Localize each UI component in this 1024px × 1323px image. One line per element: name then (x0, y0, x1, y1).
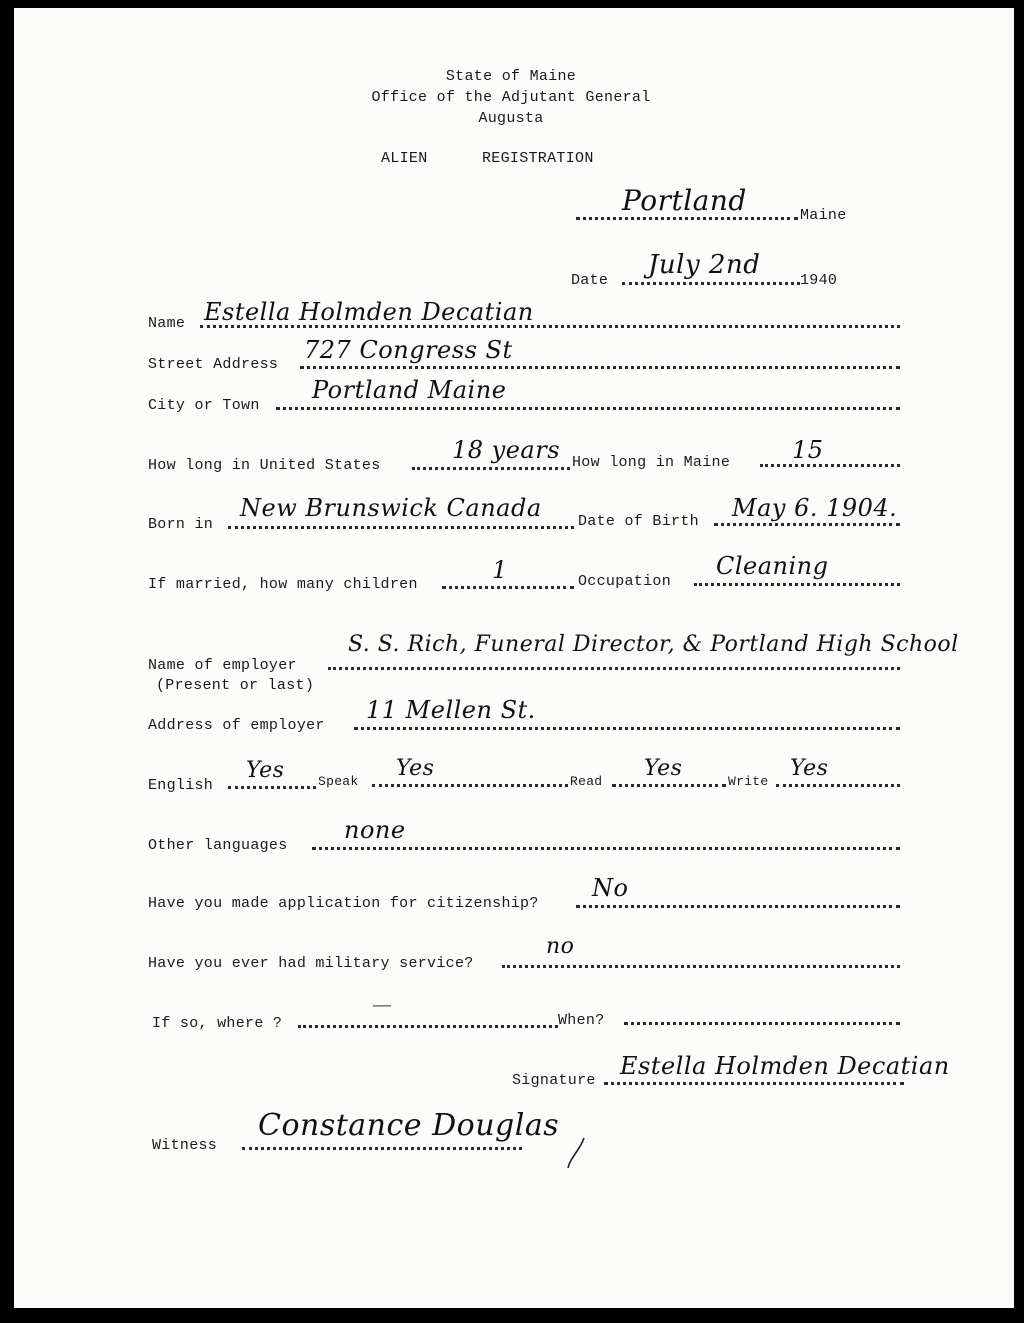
witness-dots (242, 1147, 522, 1150)
header-state: State of Maine (445, 68, 577, 85)
street-dots (300, 366, 900, 369)
read-label: Read (570, 774, 603, 789)
date-handwritten: July 2nd (648, 250, 761, 280)
languages-dots (312, 847, 900, 850)
name-label: Name (148, 315, 186, 332)
speak-label: Speak (318, 774, 359, 789)
header-office: Office of the Adjutant General (371, 89, 651, 106)
where-label: If so, where ? (152, 1015, 283, 1032)
witness-flourish (562, 1136, 602, 1172)
street-value: 727 Congress St (304, 336, 513, 364)
employer-dots (328, 667, 900, 670)
born-value: New Brunswick Canada (240, 494, 542, 522)
english-label: English (148, 777, 214, 794)
header-city: Augusta (478, 110, 544, 127)
city-label: City or Town (148, 397, 260, 414)
signature-dots (604, 1082, 904, 1085)
when-label: When? (558, 1012, 605, 1029)
english-value: Yes (246, 758, 285, 783)
street-label: Street Address (148, 356, 279, 373)
us-dots (412, 467, 570, 470)
dob-dots (714, 523, 900, 526)
date-label: Date (571, 272, 609, 289)
maine-label: How long in Maine (572, 454, 731, 471)
title-alien: ALIEN (381, 150, 428, 167)
when-dots (624, 1022, 900, 1025)
title-registration: REGISTRATION (482, 150, 594, 167)
employer-value: S. S. Rich, Funeral Director, & Portland High School (348, 632, 959, 657)
languages-value: none (344, 816, 406, 844)
signature-label: Signature (512, 1072, 596, 1089)
occupation-dots (694, 583, 900, 586)
maine-dots (760, 464, 900, 467)
witness-value: Constance Douglas (258, 1108, 560, 1143)
employer-label: Name of employer (148, 657, 297, 674)
write-value: Yes (790, 756, 829, 781)
employer-address-value: 11 Mellen St. (366, 696, 536, 724)
write-dots (776, 784, 900, 787)
employer-sublabel: (Present or last) (156, 677, 315, 694)
read-value: Yes (644, 756, 683, 781)
children-label: If married, how many children (148, 576, 418, 593)
military-value: no (546, 934, 575, 959)
date-year: 1940 (800, 272, 838, 289)
english-dots (228, 786, 316, 789)
witness-label: Witness (152, 1137, 218, 1154)
occupation-label: Occupation (578, 573, 672, 590)
us-label: How long in United States (148, 457, 381, 474)
place-handwritten: Portland (622, 184, 747, 217)
born-dots (228, 526, 574, 529)
speak-dots (372, 784, 568, 787)
place-dots (576, 217, 798, 220)
military-dots (502, 965, 900, 968)
citizenship-label: Have you made application for citizenship? (148, 895, 539, 912)
registration-form (14, 8, 1014, 1308)
children-dots (442, 586, 574, 589)
place-state: Maine (800, 207, 847, 224)
dob-value: May 6. 1904. (732, 494, 898, 522)
dob-label: Date of Birth (578, 513, 699, 530)
us-value: 18 years (452, 436, 561, 464)
born-label: Born in (148, 516, 214, 533)
write-label: Write (728, 774, 769, 789)
speak-value: Yes (396, 756, 435, 781)
employer-address-dots (354, 727, 900, 730)
employer-address-label: Address of employer (148, 717, 325, 734)
date-dots (622, 282, 800, 285)
occupation-value: Cleaning (716, 552, 829, 580)
languages-label: Other languages (148, 837, 288, 854)
citizenship-value: No (592, 874, 629, 902)
maine-value: 15 (792, 436, 824, 464)
city-dots (276, 407, 900, 410)
where-value: — (372, 992, 393, 1016)
citizenship-dots (576, 905, 900, 908)
signature-value: Estella Holmden Decatian (620, 1052, 950, 1080)
name-value: Estella Holmden Decatian (204, 298, 534, 326)
read-dots (612, 784, 726, 787)
military-label: Have you ever had military service? (148, 955, 474, 972)
where-dots (298, 1025, 558, 1028)
children-value: 1 (492, 556, 508, 584)
city-value: Portland Maine (312, 376, 507, 404)
